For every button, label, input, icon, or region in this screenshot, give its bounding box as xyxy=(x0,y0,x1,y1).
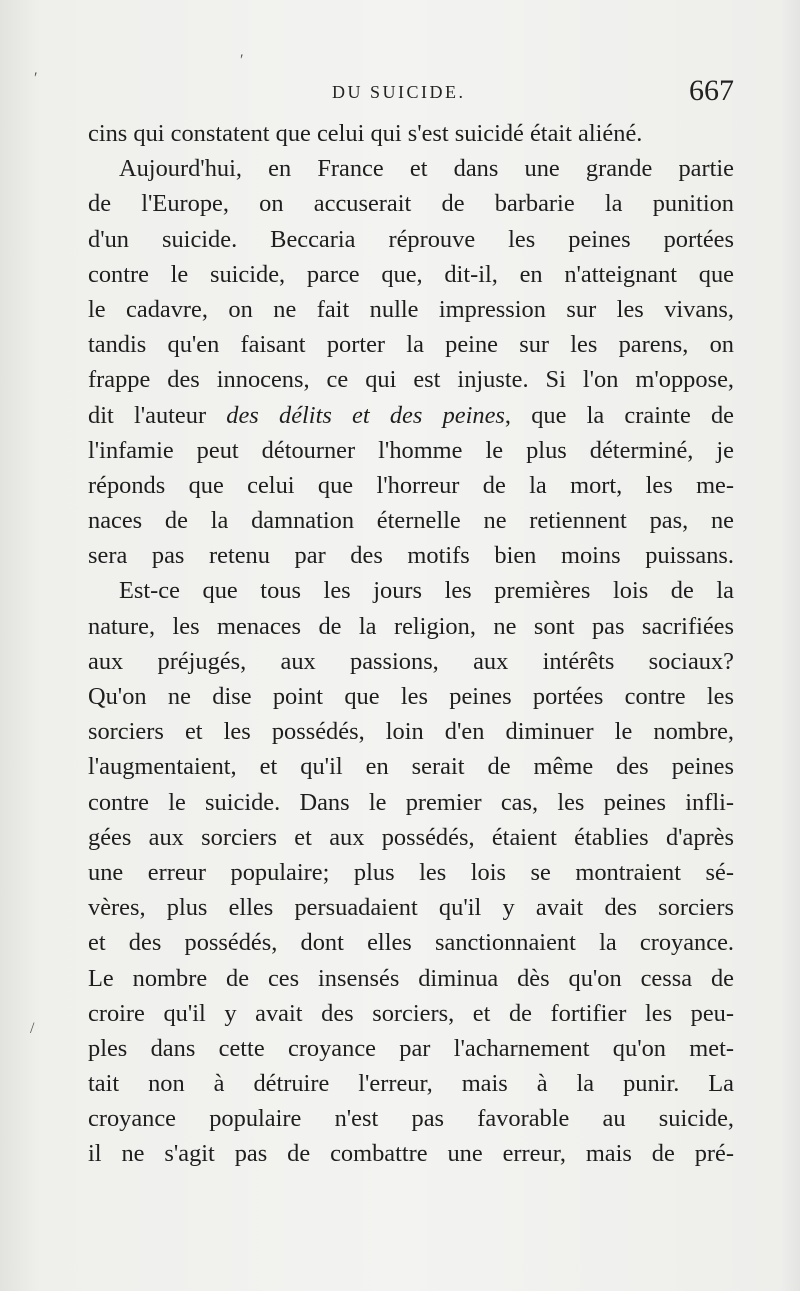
text-line: et des possédés, dont elles sanctionnaient la croyance. xyxy=(88,929,734,957)
margin-mark: ′ xyxy=(240,52,244,69)
running-head xyxy=(88,74,734,112)
text-line: l'augmentaient, et qu'il en serait de même des peines xyxy=(88,753,734,781)
text-line: de l'Europe, on accuserait de barbarie la punition xyxy=(88,190,734,218)
text-line: dit l'auteur des délits et des peines, que la crainte de xyxy=(88,401,734,429)
text-line: l'infamie peut détourner l'homme le plus déterminé, je xyxy=(88,436,734,464)
text-line: réponds que celui que l'horreur de la mort, les me- xyxy=(88,471,734,499)
text-line: Aujourd'hui, en France et dans une grande partie xyxy=(119,155,734,183)
text-line: contre le suicide. Dans le premier cas, les peines infli- xyxy=(88,788,734,816)
text-line: tandis qu'en faisant porter la peine sur les parens, on xyxy=(88,331,734,359)
page-number: 667 xyxy=(689,74,734,107)
body-text xyxy=(88,116,734,1172)
text-line: aux préjugés, aux passions, aux intérêts sociaux? xyxy=(88,647,734,675)
text-line: sera pas retenu par des motifs bien moins puissans. xyxy=(88,542,734,570)
text-line: Est-ce que tous les jours les premières lois de la xyxy=(119,577,734,605)
text-line: ples dans cette croyance par l'acharnement qu'on met- xyxy=(88,1034,734,1062)
running-head-title: DU SUICIDE. xyxy=(332,82,466,102)
text-line: Qu'on ne dise point que les peines portées contre les xyxy=(88,683,734,710)
text-line: frappe des innocens, ce qui est injuste. Si l'on m'oppose, xyxy=(88,366,734,394)
text-line: tait non à détruire l'erreur, mais à la punir. La xyxy=(88,1070,734,1098)
text-line: nature, les menaces de la religion, ne sont pas sacrifiées xyxy=(88,612,734,640)
text-line: d'un suicide. Beccaria réprouve les peines portées xyxy=(88,225,734,253)
text-line: sorciers et les possédés, loin d'en diminuer le nombre, xyxy=(88,718,734,746)
italic-title: des délits et des peines xyxy=(226,401,505,429)
text-line: cins qui constatent que celui qui s'est suicidé était aliéné. xyxy=(88,120,643,147)
margin-mark: ′ xyxy=(34,70,38,87)
text-line: croyance populaire n'est pas favorable au suicide, xyxy=(88,1105,734,1133)
text-line: croire qu'il y avait des sorciers, et de fortifier les peu- xyxy=(88,999,734,1027)
text-line: contre le suicide, parce que, dit-il, en n'atteignant que xyxy=(88,260,734,288)
text-line: une erreur populaire; plus les lois se montraient sé- xyxy=(88,858,734,886)
text-line: il ne s'agit pas de combattre une erreur, mais de pré- xyxy=(88,1140,734,1168)
text-line: gées aux sorciers et aux possédés, étaient établies d'après xyxy=(88,823,734,851)
margin-mark: / xyxy=(30,1020,35,1037)
text-line: Le nombre de ces insensés diminua dès qu'on cessa de xyxy=(88,964,734,992)
text-line: naces de la damnation éternelle ne retiennent pas, ne xyxy=(88,507,734,535)
text-line: vères, plus elles persuadaient qu'il y avait des sorciers xyxy=(88,894,734,922)
text-line: le cadavre, on ne fait nulle impression sur les vivans, xyxy=(88,295,734,323)
